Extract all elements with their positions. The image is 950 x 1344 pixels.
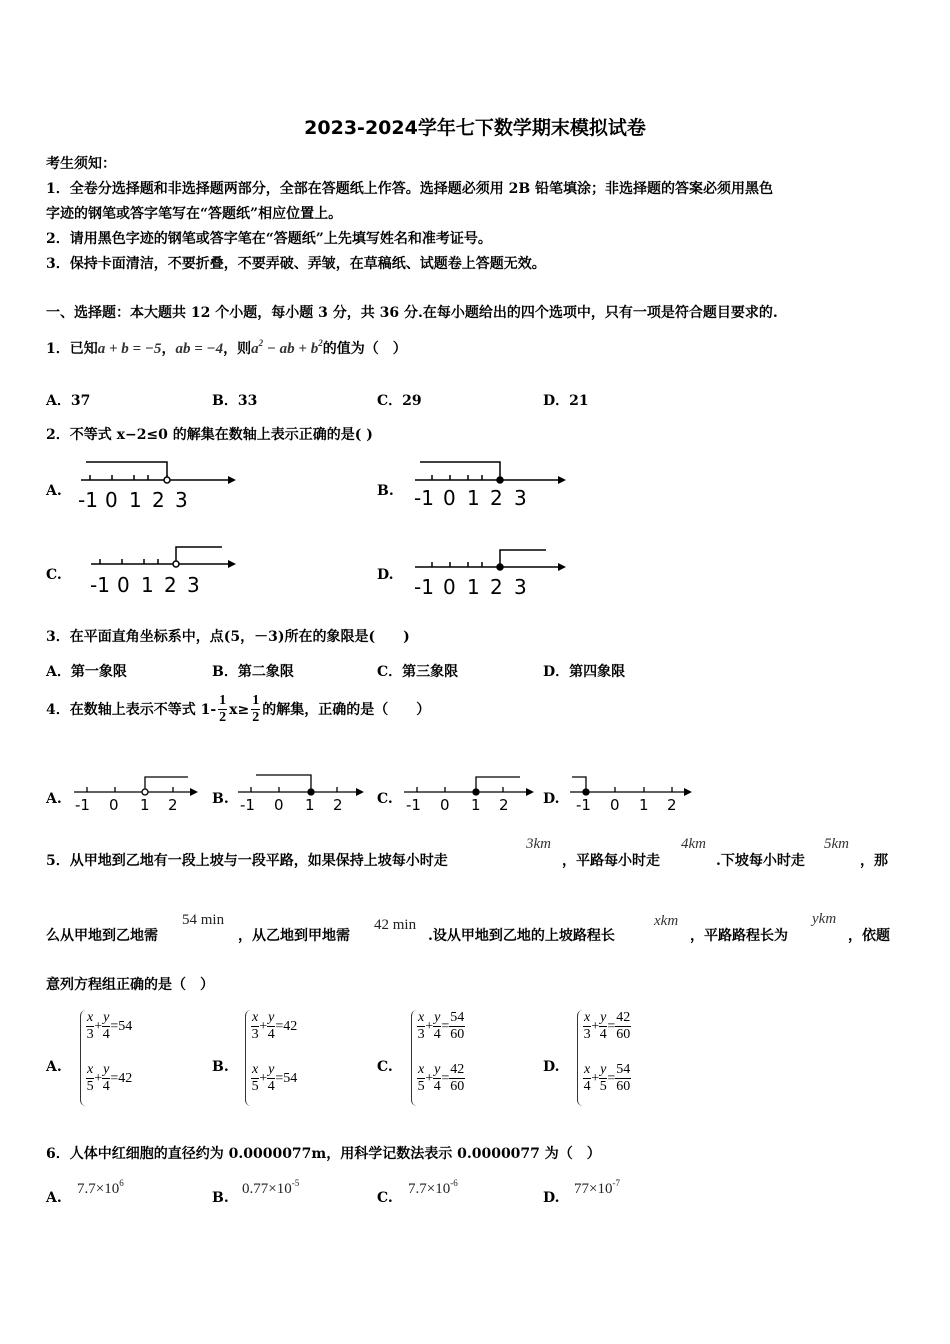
q5-option-b[interactable]: B. — [212, 1059, 229, 1075]
q4-option-c[interactable]: C. — [377, 791, 393, 807]
q2-option-a[interactable]: A. — [46, 483, 62, 499]
q5-a-eq2: $\frac{x}{5}$ + $\frac{y}{4}$ =42 — [86, 1062, 133, 1094]
q4-option-b[interactable]: B. — [212, 791, 229, 807]
question-1 — [46, 338, 407, 358]
tick-label: 3 — [514, 486, 527, 510]
tick-label: -1 — [414, 486, 434, 510]
q1-prefix: 1．已知 — [46, 341, 98, 357]
q6-b-value: $0.77\times 10^{-5}$ — [242, 1178, 300, 1197]
number-line-c — [404, 777, 534, 796]
q1-expr-product: ab = −4 — [175, 341, 224, 357]
tick-label: 2 — [490, 486, 503, 510]
tick-label: -1 — [240, 796, 255, 814]
q4-suffix: 的解集，正确的是（ ） — [262, 701, 431, 718]
tick-label: -1 — [78, 488, 98, 512]
q4-fraction-1: $\frac{1}{2}$ — [219, 693, 227, 725]
q6-option-d[interactable]: D. — [543, 1190, 560, 1206]
q3-option-b[interactable]: B．第二象限 — [212, 664, 294, 680]
question-5-line-3: 意列方程组正确的是（ ） — [46, 977, 214, 993]
notice-heading: 考生须知： — [46, 156, 116, 172]
q5-d-eq1: $\frac{x}{3}$ + $\frac{y}{4}$ = $\frac{42}{60}$ — [583, 1010, 631, 1042]
q5-text-7: .设从甲地到乙地的上坡路程长 — [428, 928, 615, 944]
question-5-line-2: 么从甲地到乙地需 — [46, 928, 158, 944]
q6-option-b[interactable]: B. — [212, 1190, 229, 1206]
tick-label: 0 — [440, 796, 450, 814]
tick-label: 0 — [443, 575, 456, 599]
q6-option-c[interactable]: C. — [377, 1190, 393, 1206]
q1-mid: ，则 — [223, 341, 252, 357]
q4-prefix: 4．在数轴上表示不等式 1- — [46, 701, 217, 718]
q4-option-d[interactable]: D. — [543, 791, 560, 807]
q4-option-a[interactable]: A. — [46, 791, 62, 807]
q2-option-b[interactable]: B. — [377, 483, 394, 499]
q2-number-line-b — [410, 455, 570, 515]
q2-number-line-a — [76, 455, 236, 515]
q5-option-c[interactable]: C. — [377, 1059, 393, 1075]
q3-option-a[interactable]: A．第一象限 — [46, 664, 127, 680]
tick-label: 1 — [467, 575, 480, 599]
q5-text-4: ，那 — [860, 853, 888, 869]
tick-label: -1 — [75, 796, 90, 814]
tick-label: 0 — [443, 486, 456, 510]
question-3: 3．在平面直角坐标系中，点(5，－3)所在的象限是( ) — [46, 629, 410, 645]
q6-c-value: $7.7\times 10^{-6}$ — [408, 1178, 458, 1197]
q5-c-eq1: $\frac{x}{3}$ + $\frac{y}{4}$ = $\frac{54}{60}$ — [417, 1010, 465, 1042]
section-header: 一、选择题：本大题共 12 个小题，每小题 3 分，共 36 分.在每小题给出的四个选项中，只有一项是符合题目要求的. — [46, 305, 778, 321]
q4-number-line-a — [70, 770, 200, 814]
tick-label: 3 — [514, 575, 527, 599]
q5-text-9: ，依题 — [848, 928, 890, 944]
tick-label: 1 — [141, 573, 154, 597]
number-line-a — [74, 777, 198, 796]
tick-label: 2 — [168, 796, 178, 814]
q5-option-d[interactable]: D. — [543, 1059, 560, 1075]
q4-number-line-b — [234, 770, 374, 814]
tick-label: 3 — [187, 573, 200, 597]
tick-label: 2 — [164, 573, 177, 597]
q5-b-eq2: $\frac{x}{5}$ + $\frac{y}{4}$ =54 — [251, 1062, 298, 1094]
tick-label: 0 — [109, 796, 119, 814]
number-line-b — [238, 775, 364, 796]
q5-unit-downhill: 5km — [824, 836, 849, 852]
tick-label: 1 — [305, 796, 315, 814]
q2-number-line-d — [410, 540, 570, 600]
notice-item-3: 3．保持卡面清洁，不要折叠，不要弄破、弄皱，在草稿纸、试题卷上答题无效。 — [46, 256, 546, 272]
q1-sep: ， — [161, 341, 176, 357]
q5-time-go: 54 min — [182, 912, 225, 928]
number-line-d — [415, 550, 566, 571]
q5-a-eq1: $\frac{x}{3}$ + $\frac{y}{4}$ =54 — [86, 1010, 133, 1042]
q6-d-value: $77\times 10^{-7}$ — [574, 1178, 620, 1197]
q3-option-c[interactable]: C．第三象限 — [377, 664, 459, 680]
tick-label: 2 — [333, 796, 343, 814]
q2-option-d[interactable]: D. — [377, 567, 394, 583]
tick-label: 1 — [639, 796, 649, 814]
tick-label: 0 — [117, 573, 130, 597]
tick-label: 1 — [471, 796, 481, 814]
q6-a-value: $7.7\times 10^6$ — [77, 1178, 124, 1197]
q1-expr-target: $a^2$ − ab + $b^2$ — [251, 338, 323, 357]
q1-option-c[interactable]: C．29 — [377, 393, 422, 409]
tick-label: 1 — [467, 486, 480, 510]
q5-var-x: xkm — [654, 913, 679, 929]
tick-label: 0 — [274, 796, 284, 814]
q5-b-eq1: $\frac{x}{3}$ + $\frac{y}{4}$ =42 — [251, 1010, 298, 1042]
notice-item-2: 2．请用黑色字迹的钢笔或答字笔在“答题纸”上先填写姓名和准考证号。 — [46, 231, 492, 247]
q1-option-d[interactable]: D．21 — [543, 393, 589, 409]
number-line-c — [91, 547, 236, 568]
q3-option-d[interactable]: D．第四象限 — [543, 664, 626, 680]
question-4 — [46, 693, 430, 726]
q5-text-2: ，平路每小时走 — [562, 853, 660, 869]
q5-unit-flat: 4km — [681, 836, 706, 852]
q5-text-6: ，从乙地到甲地需 — [238, 928, 350, 944]
q6-option-a[interactable]: A. — [46, 1190, 62, 1206]
tick-label: 1 — [140, 796, 150, 814]
q5-d-eq2: $\frac{x}{4}$ + $\frac{y}{5}$ = $\frac{54}{60}$ — [583, 1062, 631, 1094]
tick-label: -1 — [576, 796, 591, 814]
tick-label: 0 — [105, 488, 118, 512]
q1-option-a[interactable]: A．37 — [46, 393, 91, 409]
tick-label: -1 — [414, 575, 434, 599]
q5-unit-uphill: 3km — [526, 836, 551, 852]
number-line-b — [415, 462, 566, 484]
q2-option-c[interactable]: C. — [46, 567, 62, 583]
notice-item-1b: 字迹的钢笔或答字笔写在“答题纸”相应位置上。 — [46, 206, 343, 222]
q2-number-line-c — [86, 540, 246, 600]
q5-c-eq2: $\frac{x}{5}$ + $\frac{y}{4}$ = $\frac{42}{60}$ — [417, 1062, 465, 1094]
tick-label: 0 — [610, 796, 620, 814]
number-line-a — [81, 462, 236, 484]
tick-label: -1 — [90, 573, 110, 597]
question-5-line-1: 5．从甲地到乙地有一段上坡与一段平路，如果保持上坡每小时走 — [46, 853, 448, 869]
q5-time-back: 42 min — [374, 917, 417, 933]
tick-label: 2 — [499, 796, 509, 814]
question-6: 6．人体中红细胞的直径约为 0.0000077m，用科学记数法表示 0.0000077 为（ ） — [46, 1146, 601, 1162]
question-2: 2．不等式 x−2≤0 的解集在数轴上表示正确的是( ) — [46, 427, 373, 443]
tick-label: 2 — [152, 488, 165, 512]
q5-var-y: ykm — [812, 911, 837, 927]
tick-label: 3 — [175, 488, 188, 512]
q5-text-8: ，平路路程长为 — [690, 928, 788, 944]
q1-option-b[interactable]: B．33 — [212, 393, 258, 409]
q4-number-line-c — [400, 770, 540, 814]
tick-label: 1 — [129, 488, 142, 512]
page-title: 2023-2024学年七下数学期末模拟试卷 — [304, 117, 646, 139]
number-line-d — [570, 777, 692, 796]
q1-expr-sum: a + b = −5 — [97, 341, 162, 357]
q4-mid: x≥ — [229, 701, 250, 718]
q5-option-a[interactable]: A. — [46, 1059, 62, 1075]
q1-suffix: 的值为（ ） — [322, 341, 407, 357]
tick-label: 2 — [667, 796, 677, 814]
q5-text-3: .下坡每小时走 — [716, 853, 805, 869]
tick-label: -1 — [406, 796, 421, 814]
q4-fraction-2: $\frac{1}{2}$ — [252, 693, 260, 725]
tick-label: 2 — [490, 575, 503, 599]
q4-number-line-d — [566, 770, 698, 814]
notice-item-1a: 1．全卷分选择题和非选择题两部分，全部在答题纸上作答。选择题必须用 2B 铅笔填涂；非选择题的答案必须用黑色 — [46, 181, 774, 197]
